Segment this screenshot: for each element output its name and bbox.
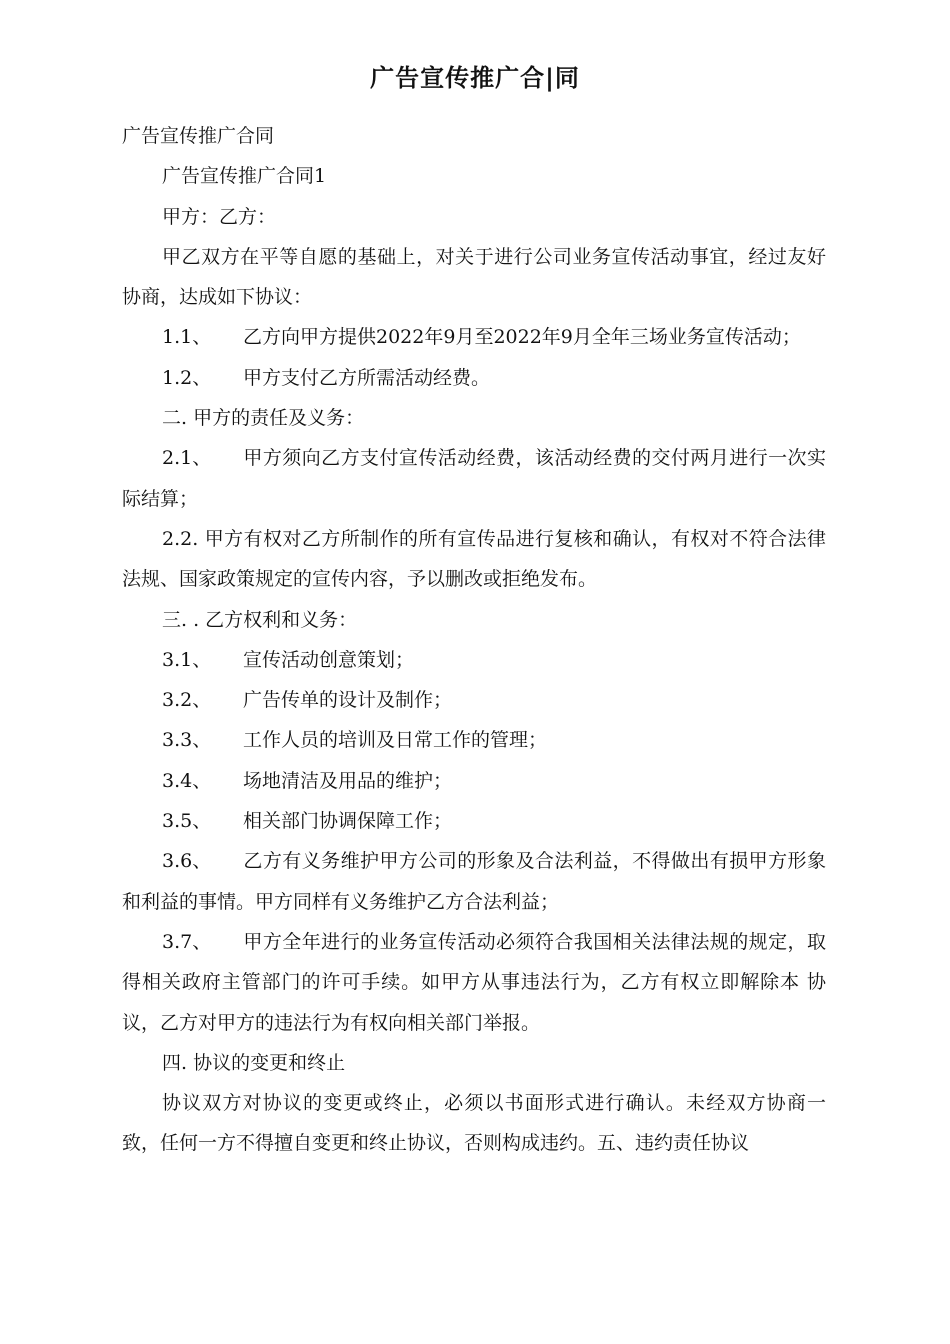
clause-number: 3.5、 <box>162 810 212 833</box>
clause-text: 相关部门协调保障工作； <box>243 810 453 833</box>
clause-number: 3.3、 <box>162 729 212 752</box>
clause-paragraph <box>122 640 826 680</box>
document-title: 广告宣传推广合|同 <box>370 64 580 92</box>
paragraph: 甲方：乙方： <box>162 205 277 228</box>
clause-paragraph <box>122 438 826 519</box>
clause-paragraph <box>122 358 826 398</box>
clause-text: 广告传单的设计及制作； <box>243 689 453 712</box>
section-heading: 三. . 乙方权利和义务： <box>162 608 358 631</box>
clause-number: 1.1、 <box>162 326 212 349</box>
clause-number: 3.7、 <box>162 930 212 953</box>
clause-paragraph <box>122 317 826 357</box>
clause-paragraph <box>122 720 826 760</box>
document-body <box>122 116 826 1164</box>
clause-number: 2.1、 <box>162 447 212 470</box>
clause-number: 1.2、 <box>162 366 212 389</box>
clause-paragraph <box>122 761 826 801</box>
section-heading: 四. 协议的变更和终止 <box>162 1051 346 1074</box>
section-heading: 二. 甲方的责任及义务： <box>162 407 365 430</box>
paragraph: 协议双方对协议的变更或终止，必须以书面形式进行确认。未经双方协商一致，任何一方不得擅自变更和终止协议，否则构成违约。五、违约责任协议 <box>122 1092 826 1155</box>
paragraph: 2.2. 甲方有权对乙方所制作的所有宣传品进行复核和确认，有权对不符合法律法规、国家政策规定的宣传内容，予以删改或拒绝发布。 <box>122 527 826 591</box>
clause-text: 甲方全年进行的业务宣传活动必须符合我国相关法律法规的规定，取 得相关政府主管部门的许可手续。如甲方从事违法行为，乙方有权立即解除本 协议，乙方对甲方的违法行为有权向相关部门举报。 <box>122 930 826 1034</box>
paragraph: 广告宣传推广合同 <box>122 125 275 147</box>
clause-text: 宣传活动创意策划； <box>243 648 415 671</box>
paragraph: 甲乙双方在平等自愿的基础上，对关于进行公司业务宣传活动事宜，经过友好协商，达成如下协议： <box>122 245 826 309</box>
clause-paragraph <box>122 841 826 922</box>
clause-text: 甲方须向乙方支付宣传活动经费，该活动经费的交付两月进行一次实 际结算； <box>122 447 826 510</box>
clause-text: 乙方有义务维护甲方公司的形象及合法利益，不得做出有损甲方形象 和利益的事情。甲方同样有义务维护乙方合法利益； <box>122 850 826 913</box>
clause-text: 乙方向甲方提供2022年9月至2022年9月全年三场业务宣传活动； <box>243 326 801 349</box>
clause-paragraph <box>122 801 826 841</box>
clause-number: 3.2、 <box>162 689 212 712</box>
clause-paragraph <box>122 922 826 1043</box>
clause-number: 3.6、 <box>162 850 212 873</box>
clause-number: 3.4、 <box>162 769 212 792</box>
clause-text: 工作人员的培训及日常工作的管理； <box>243 729 548 752</box>
clause-text: 甲方支付乙方所需活动经费。 <box>243 366 491 389</box>
clause-paragraph <box>122 680 826 720</box>
clause-number: 3.1、 <box>162 648 212 671</box>
paragraph: 广告宣传推广合同1 <box>162 165 327 188</box>
clause-text: 场地清洁及用品的维护； <box>243 769 453 792</box>
